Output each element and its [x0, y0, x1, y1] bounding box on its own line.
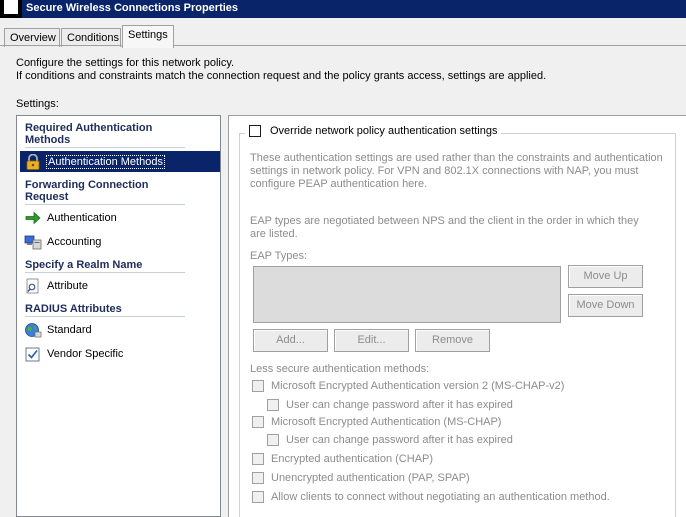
globe-icon [24, 322, 42, 338]
tab-label: Overview [10, 32, 56, 44]
option-label: User can change password after it has expired [286, 399, 513, 411]
green-arrow-icon [24, 210, 42, 226]
nav-item-label: Accounting [47, 235, 102, 248]
option-label: Unencrypted authentication (PAP, SPAP) [271, 472, 470, 484]
option-no-authentication[interactable] [252, 491, 610, 503]
change-password-checkbox[interactable] [267, 399, 279, 411]
checklist-icon [24, 346, 42, 362]
option-label: Microsoft Encrypted Authentication version 2 (MS-CHAP-v2) [271, 380, 565, 392]
eap-types-label: EAP Types: [250, 250, 308, 262]
move-down-button[interactable]: Move Down [568, 294, 643, 317]
nav-item-vendor-specific[interactable] [20, 343, 220, 364]
description-line: These authentication settings are used rather than the constraints and authentication [250, 152, 663, 164]
remove-button[interactable]: Remove [415, 329, 490, 352]
option-label: User can change password after it has expired [286, 434, 513, 446]
option-ms-chap-v2[interactable] [252, 380, 564, 392]
category-radius-attributes [25, 303, 122, 315]
category-underline [25, 147, 185, 148]
description-line: settings in network policy. For VPN and 802.1X connections with NAP, you must [250, 165, 639, 177]
settings-label: Settings: [16, 98, 59, 110]
description-text [250, 152, 663, 191]
description-line: configure PEAP authentication here. [250, 178, 428, 190]
document-search-icon [24, 278, 42, 294]
window-title: Secure Wireless Connections Properties [26, 2, 239, 14]
category-title: Request [25, 191, 69, 203]
nav-item-label: Vendor Specific [47, 347, 124, 360]
category-title: RADIUS Attributes [25, 303, 122, 315]
option-ms-chap[interactable] [252, 416, 501, 428]
category-title: Specify a Realm Name [25, 259, 143, 271]
category-specify-realm-name [25, 259, 142, 271]
title-bar [0, 0, 686, 18]
override-checkbox[interactable] [249, 125, 261, 137]
nav-item-label: Authentication [47, 211, 117, 224]
category-title: Forwarding Connection [25, 179, 149, 191]
option-ms-chap-change-password[interactable] [267, 434, 513, 446]
no-authentication-checkbox[interactable] [252, 491, 264, 503]
nav-item-label: Standard [47, 323, 92, 336]
add-button[interactable]: Add... [253, 329, 328, 352]
override-label: Override network policy authentication settings [270, 125, 498, 137]
move-up-button[interactable]: Move Up [568, 265, 643, 288]
description-line: EAP types are negotiated between NPS and the client in the order in which they [250, 215, 639, 227]
option-label: Allow clients to connect without negotiating an authentication method. [271, 491, 610, 503]
nav-item-accounting[interactable] [20, 231, 220, 252]
option-label: Encrypted authentication (CHAP) [271, 453, 434, 465]
tab-label: Settings [128, 29, 168, 41]
chap-checkbox[interactable] [252, 453, 264, 465]
nav-item-attribute[interactable] [20, 275, 220, 296]
nav-item-label: Attribute [47, 279, 88, 292]
settings-detail-pane [228, 115, 686, 517]
eap-description [250, 215, 639, 241]
eap-types-list[interactable] [253, 266, 561, 323]
category-required-authentication [25, 122, 152, 146]
edit-button[interactable]: Edit... [334, 329, 409, 352]
tab-divider [0, 45, 686, 46]
option-pap-spap[interactable] [252, 472, 470, 484]
category-underline [25, 316, 185, 317]
change-password-checkbox[interactable] [267, 434, 279, 446]
computer-icon [24, 234, 42, 250]
option-chap[interactable] [252, 453, 433, 465]
category-title: Required Authentication [25, 122, 153, 134]
nav-item-standard[interactable] [20, 319, 220, 340]
category-underline [25, 272, 185, 273]
nav-item-authentication-methods[interactable] [20, 151, 220, 172]
pap-spap-checkbox[interactable] [252, 472, 264, 484]
window-icon [0, 0, 22, 18]
ms-chap-v2-checkbox[interactable] [252, 380, 264, 392]
option-ms-chap-v2-change-password[interactable] [267, 399, 513, 411]
tab-settings[interactable] [122, 25, 174, 48]
override-setting[interactable] [245, 125, 501, 137]
settings-navigation [16, 115, 221, 517]
category-underline [25, 204, 185, 205]
tab-strip [0, 22, 686, 46]
tab-label: Conditions [67, 32, 119, 44]
nav-item-authentication[interactable] [20, 207, 220, 228]
intro-text [16, 57, 546, 83]
lock-icon [24, 154, 42, 170]
less-secure-label: Less secure authentication methods: [250, 363, 430, 375]
option-label: Microsoft Encrypted Authentication (MS-CHAP) [271, 416, 502, 428]
intro-line: Configure the settings for this network policy. [16, 57, 235, 69]
description-line: are listed. [250, 228, 298, 240]
category-title: Methods [25, 134, 71, 146]
intro-line: If conditions and constraints match the connection request and the policy grants access, settings are applied. [16, 70, 547, 82]
ms-chap-checkbox[interactable] [252, 416, 264, 428]
category-forwarding-connection-request [25, 179, 148, 203]
nav-item-label: Authentication Methods [48, 155, 163, 168]
